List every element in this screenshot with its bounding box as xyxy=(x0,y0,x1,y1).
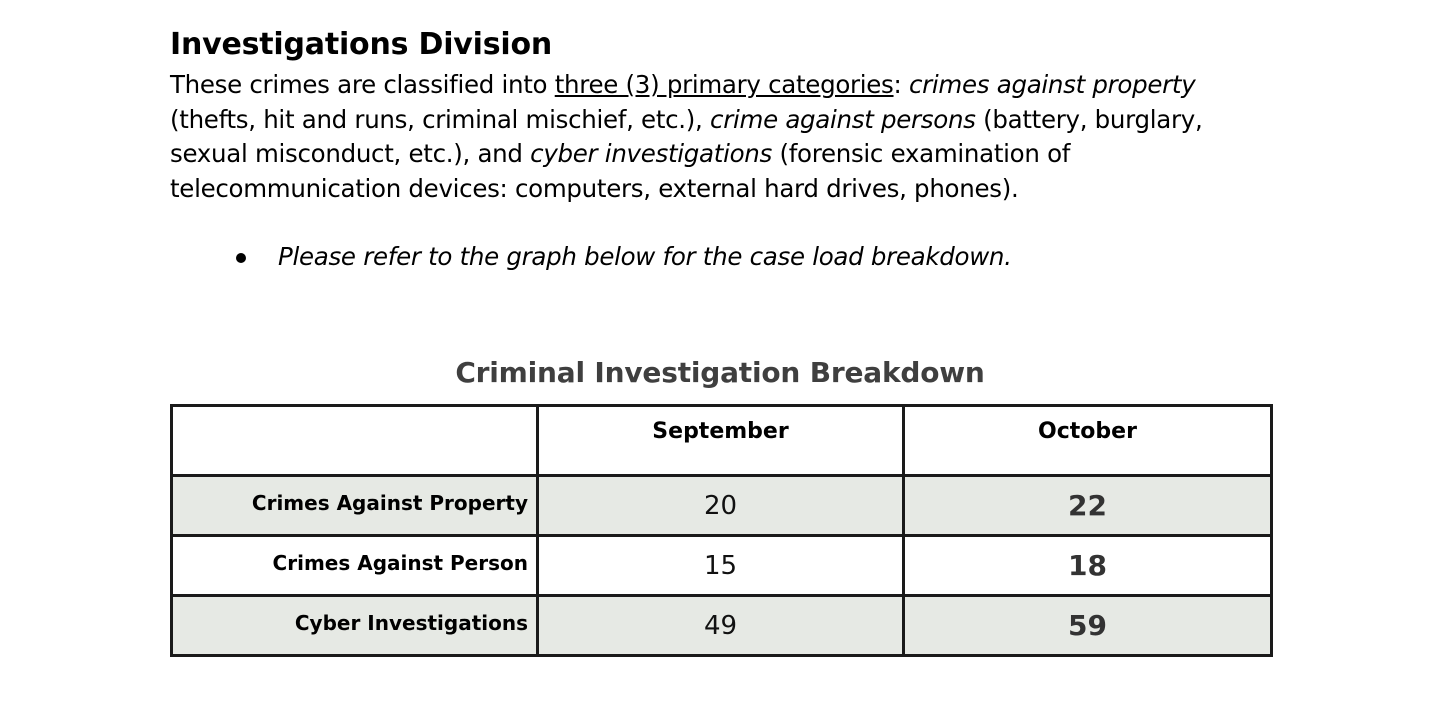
table-row xyxy=(172,476,1272,536)
october-value: 59 xyxy=(904,596,1272,656)
para-category-cyber: cyber investigations xyxy=(530,139,772,168)
september-value: 49 xyxy=(538,596,904,656)
header-september: September xyxy=(538,406,904,476)
bullet-dot-icon xyxy=(236,253,246,263)
bullet-item xyxy=(236,242,1012,271)
para-text-3: (thefts, hit and runs, criminal mischief, etc.), xyxy=(170,104,711,134)
para-text-2: : xyxy=(893,70,909,99)
para-category-property: crimes against property xyxy=(908,70,1196,99)
bullet-text: Please refer to the graph below for the case load breakdown. xyxy=(278,242,1012,271)
intro-paragraph xyxy=(170,68,1260,206)
october-value: 22 xyxy=(904,476,1272,536)
row-label: Crimes Against Person xyxy=(172,536,538,596)
october-value: 18 xyxy=(904,536,1272,596)
breakdown-table xyxy=(170,404,1273,657)
para-text-5: (forensic examination of telecommunication devices: computers, external hard drives, phones). xyxy=(170,139,1071,203)
para-underlined: three (3) primary categories xyxy=(554,70,894,99)
table-row xyxy=(172,536,1272,596)
september-value: 20 xyxy=(538,476,904,536)
para-category-persons: crime against persons xyxy=(710,104,976,134)
september-value: 15 xyxy=(538,536,904,596)
table-header-row xyxy=(172,406,1272,476)
section-heading: Investigations Division xyxy=(170,27,553,62)
row-label: Cyber Investigations xyxy=(172,596,538,656)
table-title: Criminal Investigation Breakdown xyxy=(455,356,985,389)
table-row xyxy=(172,596,1272,656)
para-text-4: (battery, burglary, sexual misconduct, etc.), and xyxy=(170,104,1203,168)
para-text-1: These crimes are classified into xyxy=(170,70,555,99)
header-empty-cell xyxy=(172,406,538,476)
row-label: Crimes Against Property xyxy=(172,476,538,536)
document-body xyxy=(170,24,1270,271)
header-october: October xyxy=(904,406,1272,476)
